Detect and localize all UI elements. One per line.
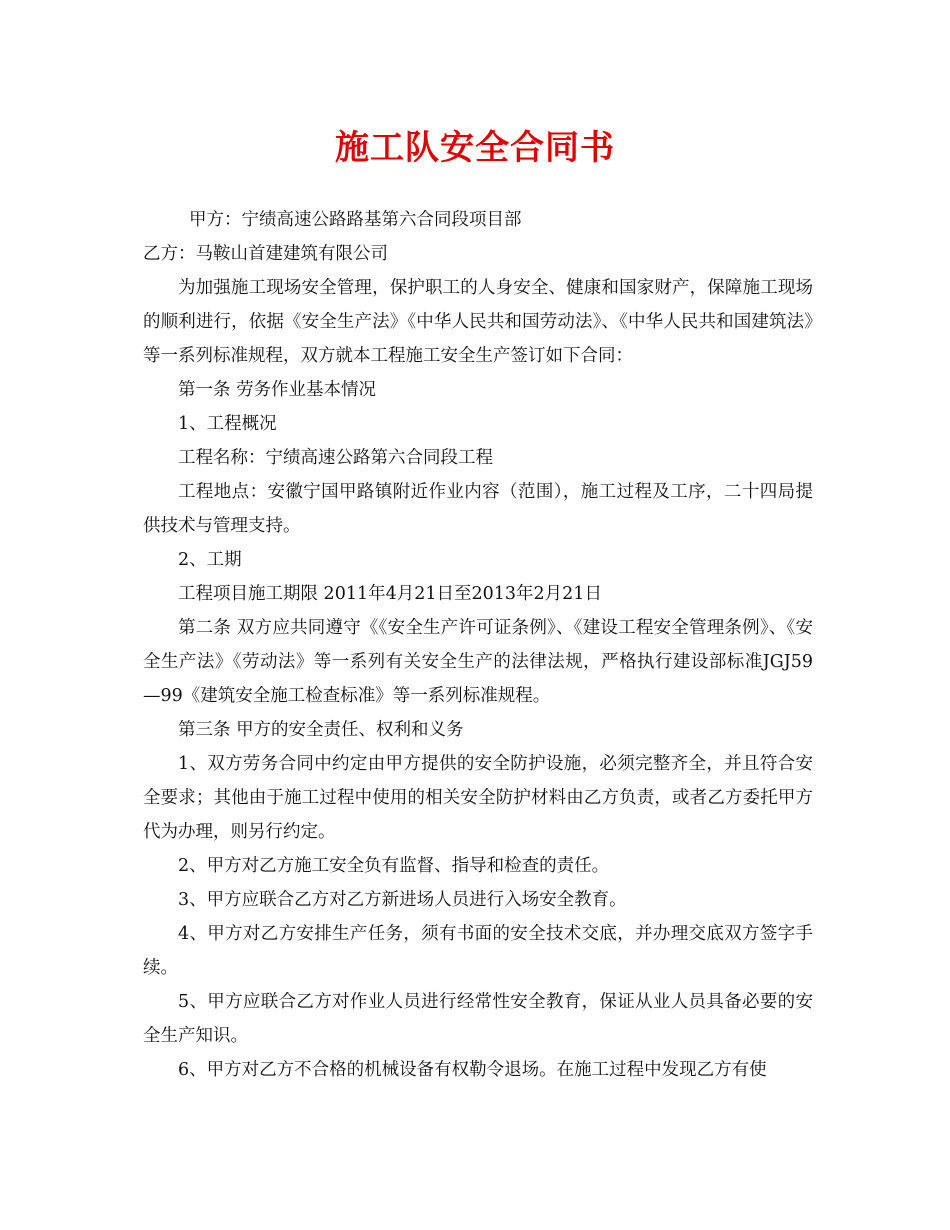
paragraph: 工程项目施工期限 2011年4月21日至2013年2月21日 (178, 584, 602, 604)
paragraph: 第一条 劳务作业基本情况 (178, 380, 377, 400)
paragraph: 第二条 双方应共同遵守《《安全生产许可证条例》、《建设工程安全管理条例》、《安全生产法》《劳动法》等一系列有关安全生产的法律法规，严格执行建设部标准JGJ59—99《建筑安全施工检查标准》等一系列标准规程。 (143, 618, 813, 706)
paragraph: 5、甲方应联合乙方对作业人员进行经常性安全教育，保证从业人员具备必要的安全生产知识。 (143, 992, 813, 1046)
paragraph: 为加强施工现场安全管理，保护职工的人身安全、健康和国家财产，保障施工现场的顺利进行，依据《安全生产法》《中华人民共和国劳动法》、《中华人民共和国建筑法》等一系列标准规程，双方就本工程施工安全生产签订如下合同： (143, 278, 813, 366)
paragraph: 工程地点：安徽宁国甲路镇附近作业内容（范围），施工过程及工序，二十四局提供技术与管理支持。 (143, 482, 813, 536)
paragraph: 1、工程概况 (178, 414, 277, 434)
paragraph: 乙方：马鞍山首建建筑有限公司 (143, 244, 388, 264)
paragraph: 4、甲方对乙方安排生产任务，须有书面的安全技术交底，并办理交底双方签字手续。 (143, 924, 813, 978)
paragraph: 2、甲方对乙方施工安全负有监督、指导和检查的责任。 (178, 856, 610, 876)
paragraph: 甲方：宁绩高速公路路基第六合同段项目部 (189, 210, 522, 230)
paragraph: 第三条 甲方的安全责任、权利和义务 (178, 720, 464, 740)
paragraph: 6、甲方对乙方不合格的机械设备有权勒令退场。在施工过程中发现乙方有使 (178, 1060, 767, 1080)
paragraph: 工程名称：宁绩高速公路第六合同段工程 (178, 448, 493, 468)
paragraph: 1、双方劳务合同中约定由甲方提供的安全防护设施，必须完整齐全，并且符合安全要求；其他由于施工过程中使用的相关安全防护材料由乙方负责，或者乙方委托甲方代为办理，则另行约定。 (143, 754, 813, 842)
paragraph: 2、工期 (178, 550, 242, 570)
document-title: 施工队安全合同书 (335, 128, 615, 168)
document-body (143, 203, 813, 1087)
paragraph: 3、甲方应联合乙方对乙方新进场人员进行入场安全教育。 (178, 890, 627, 910)
